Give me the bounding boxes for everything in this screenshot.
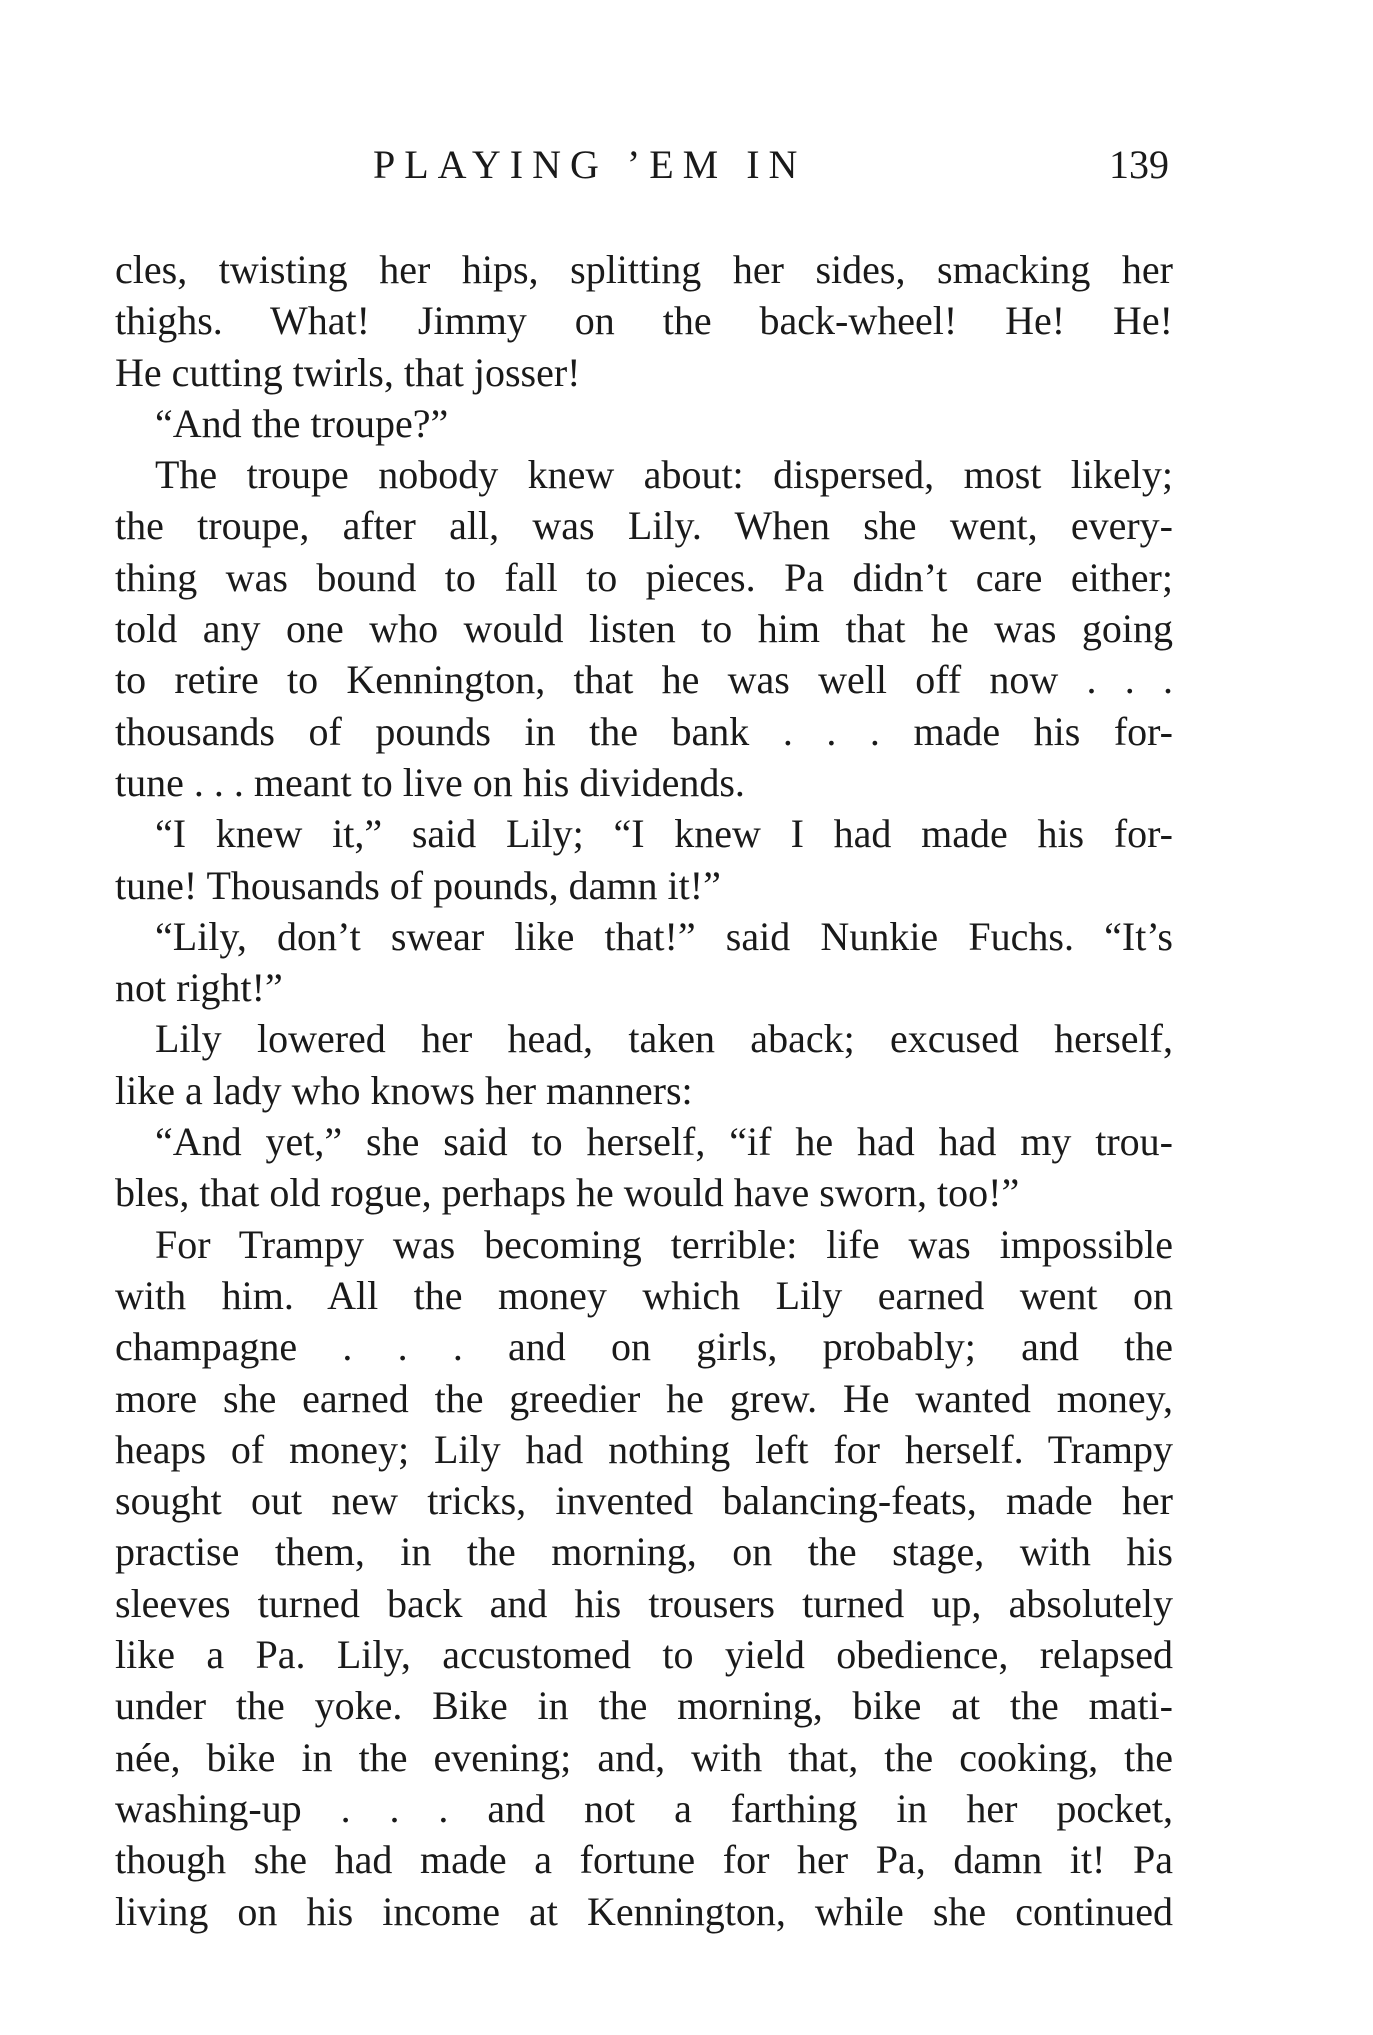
text-line: not right!”: [115, 965, 283, 1011]
text-line: sleeves turned back and his trousers turned up, absolutely: [115, 1580, 1173, 1626]
text-line: more she earned the greedier he grew. He wanted money,: [115, 1375, 1173, 1421]
text-line: cles, twisting her hips, splitting her sides, smacking her: [115, 247, 1173, 292]
text-line: The troupe nobody knew about: dispersed, most likely;: [155, 452, 1173, 498]
text-line: née, bike in the evening; and, with that, the cooking, the: [115, 1734, 1173, 1780]
text-line: with him. All the money which Lily earned went on: [115, 1272, 1173, 1318]
page-number: 139: [1109, 142, 1169, 187]
text-line: heaps of money; Lily had nothing left for herself. Trampy: [115, 1426, 1173, 1472]
text-line: under the yoke. Bike in the morning, bike at the mati-: [115, 1683, 1173, 1729]
text-line: “And the troupe?”: [155, 400, 449, 446]
text-line: to retire to Kennington, that he was well off now . . .: [115, 657, 1173, 703]
running-head: [0, 140, 1373, 190]
text-line: For Trampy was becoming terrible: life was impossible: [155, 1221, 1173, 1267]
text-line: tune! Thousands of pounds, damn it!”: [115, 862, 721, 908]
text-line: tune . . . meant to live on his dividends.: [115, 759, 745, 805]
running-title: PLAYING ’EM IN: [373, 142, 807, 187]
text-line: “And yet,” she said to herself, “if he had had my trou-: [155, 1119, 1173, 1165]
text-line: like a lady who knows her manners:: [115, 1067, 693, 1113]
text-line: thighs. What! Jimmy on the back-wheel! He! He!: [115, 298, 1173, 344]
text-line: the troupe, after all, was Lily. When she went, every-: [115, 503, 1173, 549]
text-line: thousands of pounds in the bank . . . made his for-: [115, 708, 1173, 754]
text-line: bles, that old rogue, perhaps he would have sworn, too!”: [115, 1170, 1020, 1216]
text-line: washing-up . . . and not a farthing in her pocket,: [115, 1785, 1173, 1831]
text-line: like a Pa. Lily, accustomed to yield obedience, relapsed: [115, 1632, 1173, 1678]
text-line: thing was bound to fall to pieces. Pa didn’t care either;: [115, 554, 1173, 600]
text-line: champagne . . . and on girls, probably; and the: [115, 1324, 1173, 1370]
text-line: practise them, in the morning, on the stage, with his: [115, 1529, 1173, 1575]
text-line: sought out new tricks, invented balancing-feats, made her: [115, 1478, 1173, 1524]
text-line: Lily lowered her head, taken aback; excused herself,: [155, 1016, 1173, 1062]
text-line: told any one who would listen to him that he was going: [115, 606, 1173, 652]
text-line: though she had made a fortune for her Pa, damn it! Pa: [115, 1837, 1173, 1883]
body-text: [115, 244, 1173, 1937]
text-line: “Lily, don’t swear like that!” said Nunkie Fuchs. “It’s: [155, 913, 1173, 959]
text-line: He cutting twirls, that josser!: [115, 349, 581, 395]
text-line: “I knew it,” said Lily; “I knew I had made his for-: [155, 811, 1173, 857]
text-line: living on his income at Kennington, while she continued: [115, 1888, 1173, 1934]
